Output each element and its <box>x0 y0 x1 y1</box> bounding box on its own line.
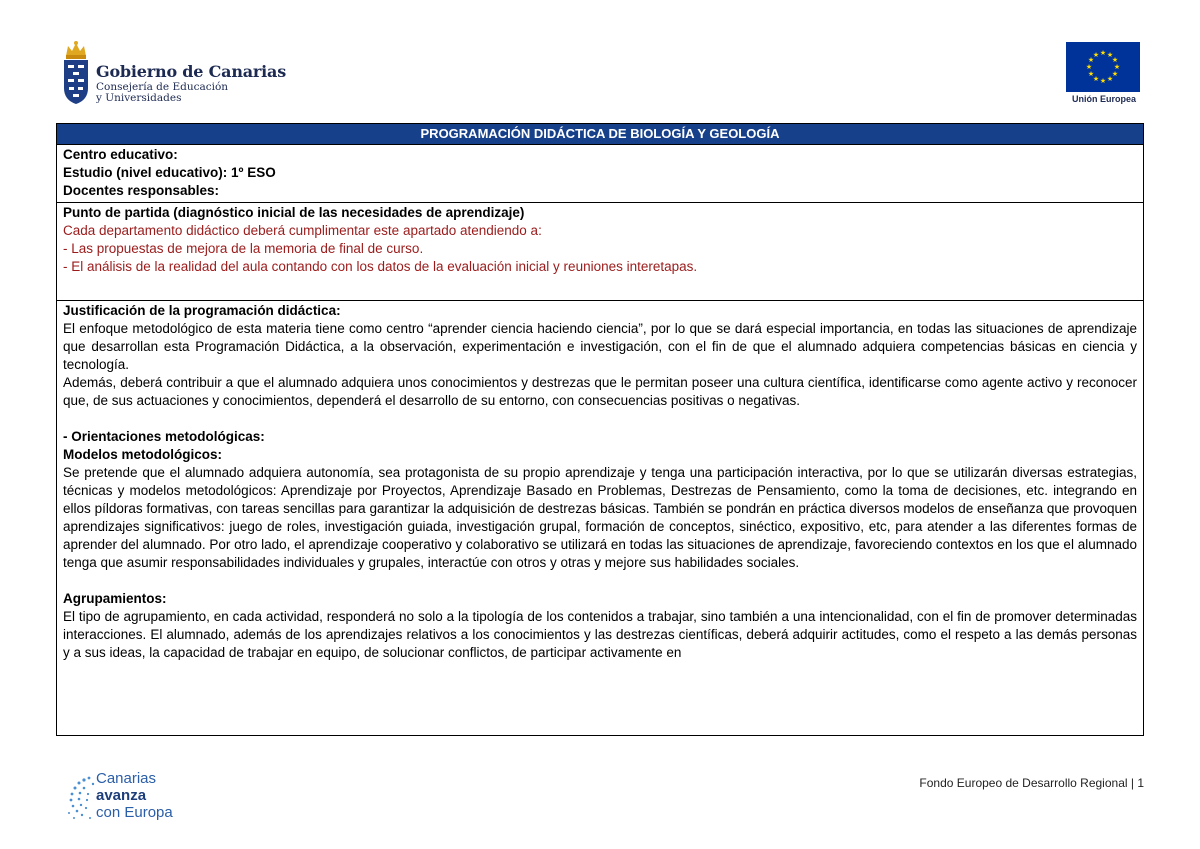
svg-text:★: ★ <box>1092 51 1100 59</box>
eu-label: Unión Europea <box>1071 94 1136 104</box>
avanza-text: avanza <box>96 787 147 804</box>
punto-partida-label: Punto de partida (diagnóstico inicial de las necesidades de aprendizaje) <box>63 205 525 220</box>
agrupamientos-label: Agrupamientos: <box>63 591 167 606</box>
justificacion-label: Justificación de la programación didáctica: <box>63 303 341 318</box>
crown-shield-icon <box>60 40 92 106</box>
gobierno-canarias-logo <box>60 40 287 110</box>
punto-partida-line: - Las propuestas de mejora de la memoria de final de curso. <box>63 241 424 256</box>
svg-text:★: ★ <box>1099 49 1107 57</box>
punto-partida-line: Cada departamento didáctico deberá cumplimentar este apartado atendiendo a: <box>63 223 542 238</box>
svg-text:★: ★ <box>1085 63 1093 71</box>
eu-stars-icon <box>1066 42 1140 92</box>
justificacion-section <box>57 301 1143 664</box>
punto-partida-section <box>57 203 1143 301</box>
justificacion-paragraph: Además, deberá contribuir a que el alumnado adquiera unos conocimientos y destrezas que le permitan poseer una cultura científica, identificarse como agente activo y reconocer que, de sus actuaciones y conocimientos, dependerá el desarrollo de su entorno, con consecuencias positivas o negativas. <box>63 375 1137 408</box>
modelos-label: Modelos metodológicos: <box>63 447 223 462</box>
punto-partida-line: - El análisis de la realidad del aula contando con los datos de la evaluación inicial y reuniones interetapas. <box>63 259 698 274</box>
programacion-document <box>56 123 1144 736</box>
svg-text:★: ★ <box>1087 70 1095 78</box>
canarias-avanza-logo <box>64 768 204 824</box>
identification-section <box>57 145 1143 203</box>
document-title: PROGRAMACIÓN DIDÁCTICA DE BIOLOGÍA Y GEOLOGÍA <box>57 124 1143 145</box>
svg-text:★: ★ <box>1106 75 1114 83</box>
estudio-label: Estudio (nivel educativo): 1º ESO <box>63 165 276 180</box>
consejeria-line-1: Consejería de Educación <box>96 81 229 93</box>
svg-text:★: ★ <box>1106 51 1114 59</box>
svg-text:★: ★ <box>1099 77 1107 85</box>
agrupamientos-paragraph: El tipo de agrupamiento, en cada actividad, responderá no solo a la tipología de los contenidos a trabajar, sino también a una intencionalidad, con el fin de promover determinadas interacciones. El alumnado, además de los aprendizajes relativos a los conocimientos y las destrezas científicas, deberá adquirir actitudes, como el respeto a las demás personas y a sus ideas, la capacidad de trabajar en equipo, de solucionar conflictos, de participar activamente en <box>63 609 1137 660</box>
svg-text:★: ★ <box>1113 63 1121 71</box>
justificacion-paragraph: El enfoque metodológico de esta materia tiene como centro “aprender ciencia haciendo ciencia”, por lo que se dará especial importancia, en todas las situaciones de aprendizaje que desarrollan esta Programación Didáctica, a la observación, experimentación e investigación, con el fin de que el alumnado adquiera competencias básicas en ciencia y tecnología. <box>63 321 1137 372</box>
gobierno-name: Gobierno de Canarias <box>96 62 287 81</box>
consejeria-line-2: y Universidades <box>96 92 182 104</box>
centro-educativo-label: Centro educativo: <box>63 147 178 162</box>
con-europa-text: con Europa <box>96 804 173 821</box>
eu-flag-icon <box>1066 42 1140 92</box>
svg-text:★: ★ <box>1092 75 1100 83</box>
union-europea-logo <box>1064 42 1144 110</box>
svg-text:★: ★ <box>1087 56 1095 64</box>
svg-text:★: ★ <box>1111 70 1119 78</box>
modelos-paragraph: Se pretende que el alumnado adquiera autonomía, sea protagonista de su propio aprendizaje y tenga una participación interactiva, por lo que se utilizarán diversas estrategias, técnicas y modelos metodológicos: Aprendizaje por Proyectos, Aprendizaje Basado en Problemas, Destrezas de Pensamiento, como la toma de decisiones, etc. integrando en ellos píldoras formativas, con tareas sencillas para garantizar la adquisición de destrezas básicas. También se pondrán en práctica diversos modelos de enseñanza que provoquen aprendizajes significativos: juego de roles, investigación guiada, investigación grupal, formación de conceptos, sinéctico, expositivo, etc, para atender a las diferentes formas de aprender del alumnado. Por otro lado, el aprendizaje cooperativo y colaborativo se utilizará en todas las situaciones de aprendizaje, favoreciendo contextos en los que el alumnado tenga que asumir responsabilidades individuales y grupales, interactúe con otros y otras y mejore sus habilidades sociales. <box>63 465 1137 570</box>
orientaciones-label: - Orientaciones metodológicas: <box>63 429 265 444</box>
svg-text:★: ★ <box>1111 56 1119 64</box>
canarias-text: Canarias <box>96 770 157 787</box>
docentes-label: Docentes responsables: <box>63 183 220 198</box>
footer-fund-page: Fondo Europeo de Desarrollo Regional | 1 <box>919 776 1144 790</box>
consejeria-name <box>96 82 228 104</box>
